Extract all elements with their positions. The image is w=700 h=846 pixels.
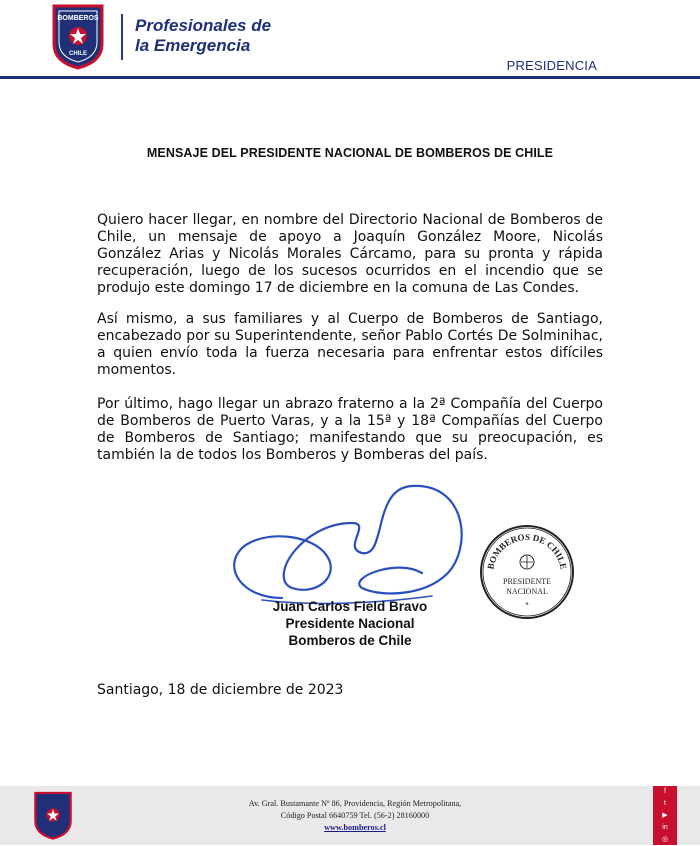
letterhead <box>0 0 700 80</box>
footer-contact <box>190 798 520 834</box>
facebook-icon[interactable]: f <box>664 788 666 795</box>
youtube-icon[interactable]: ▶ <box>662 812 668 819</box>
paragraph-3: Por último, hago llegar un abrazo fraterno a la 2ª Compañía del Cuerpo de Bomberos de Puerto Varas, y a la 15ª y 18ª Compañías del Cuerpo de Bomberos de Santiago; manifestando que su preocupación, es también la de todos los Bomberos y Bomberas del país. <box>97 396 603 463</box>
signature-block <box>240 598 460 649</box>
logo-text-top: BOMBEROS <box>57 15 99 22</box>
section-label: PRESIDENCIA <box>506 58 597 73</box>
tagline-line1: Profesionales de <box>135 16 272 35</box>
instagram-icon[interactable]: ◎ <box>661 836 669 843</box>
signer-name: Juan Carlos Field Bravo <box>272 599 428 614</box>
header-divider <box>121 14 123 60</box>
tagline-line2: la Emergencia <box>135 36 251 55</box>
linkedin-icon[interactable]: in <box>662 824 668 831</box>
footer-postal: Código Postal 6640759 Tel. (56-2) 28160000 <box>280 811 430 820</box>
logo-text-bottom: CHILE <box>69 51 87 57</box>
signer-org: Bomberos de Chile <box>288 633 412 648</box>
handwritten-signature <box>222 478 474 608</box>
footer-website-link[interactable]: www.bomberos.cl <box>324 823 386 832</box>
document-date: Santiago, 18 de diciembre de 2023 <box>97 682 344 698</box>
signer-title: Presidente Nacional <box>285 616 415 631</box>
twitter-icon[interactable]: t <box>664 800 666 807</box>
document-title: MENSAJE DEL PRESIDENTE NACIONAL DE BOMBEROS DE CHILE <box>146 146 554 160</box>
paragraph-2: Así mismo, a sus familiares y al Cuerpo de Bomberos de Santiago, encabezado por su Superintendente, señor Pablo Cortés De Solminihac, a quien envío toda la fuerza necesaria para enfrentar estos difíciles momentos. <box>97 311 603 378</box>
official-stamp <box>477 522 577 622</box>
stamp-line1: PRESIDENTE <box>503 577 551 586</box>
footer <box>0 786 700 845</box>
tagline <box>135 16 271 56</box>
stamp-star-icon: * <box>525 601 529 610</box>
stamp-ring-text: BOMBEROS DE CHILE <box>485 531 569 571</box>
footer-address: Av. Gral. Bustamante Nº 86, Providencia, Región Metropolitana, <box>248 799 462 808</box>
stamp-line2: NACIONAL <box>506 587 548 596</box>
header-rule <box>0 76 700 79</box>
footer-logo-icon <box>32 790 74 840</box>
paragraph-1: Quiero hacer llegar, en nombre del Directorio Nacional de Bomberos de Chile, un mensaje de apoyo a Joaquín González Moore, Nicolás González Arias y Nicolás Morales Cárcamo, para su pronta y rápida recuperación, luego de los sucesos ocurridos en el incendio que se produjo este domingo 17 de diciembre en la comuna de Las Condes. <box>97 212 603 296</box>
social-bar <box>653 786 677 845</box>
bomberos-logo-icon <box>50 2 106 70</box>
